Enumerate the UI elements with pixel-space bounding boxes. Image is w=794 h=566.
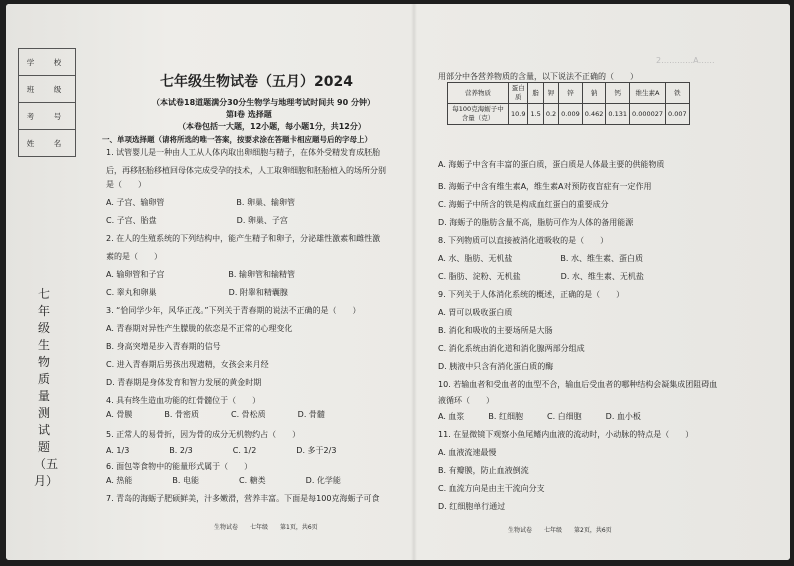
nutrient-value: 0.000027	[630, 104, 666, 125]
question-line: 1. 试管婴儿是一种由人工从人体内取出卵细胞与精子，在体外受精发育成胚胎	[106, 148, 381, 157]
name-label: 姓 名	[19, 130, 76, 157]
question-line: A. 输卵管和子宫 B. 输卵管和输精管	[106, 270, 295, 279]
question-line: C. 消化系统由消化道和消化腺两部分组成	[438, 344, 585, 353]
question-line: D. 海蛎子的脂肪含量不高，脂肪可作为人体的备用能源	[438, 218, 634, 227]
exam-title: 七年级生物试卷（五月）2024	[160, 74, 353, 90]
nutrient-header: 锌	[559, 83, 583, 104]
question-line: 5. 正常人的易骨折，因为骨的成分无机物约占（ ）	[106, 430, 301, 439]
nutrient-header: 营养物质	[448, 83, 509, 104]
nutrient-header: 钠	[582, 83, 606, 104]
question-line: D. 红细胞单行通过	[438, 502, 506, 511]
question-line: C. 子宫、胎盘 D. 卵巢、子宫	[106, 216, 288, 225]
student-info-table	[18, 48, 76, 157]
nutrient-header: 钙	[606, 83, 630, 104]
bleed-through-text: 2…………A……	[656, 56, 715, 65]
question-line: 9. 下列关于人体消化系统的概述，正确的是（ ）	[438, 290, 625, 299]
question-line: B. 海蛎子中含有维生素A，维生素A对预防夜盲症有一定作用	[438, 182, 652, 191]
class-label: 班 级	[19, 76, 76, 103]
question-line: A. 骨膜 B. 骨密质 C. 骨松质 D. 骨髓	[106, 410, 325, 419]
question-line: C. 进入青春期后男孩出现遗精，女孩会来月经	[106, 360, 269, 369]
question-line: 3. “恰同学少年，风华正茂。”下列关于青春期的说法不正确的是（ ）	[106, 306, 361, 315]
question-line: A. 胃可以吸收蛋白质	[438, 308, 513, 317]
question-line: 10. 若输血者和受血者的血型不合，输血后受血者的哪种结构会凝集成团阻碍血	[438, 380, 718, 389]
question-line: B. 有瓣膜，防止血液倒流	[438, 466, 529, 475]
nutrient-value: 0.2	[543, 104, 558, 125]
question-line: C. 海蛎子中所含的铁是构成血红蛋白的重要成分	[438, 200, 609, 209]
volume-note: （本卷包括一大题，12小题，每小题1分，共12分）	[178, 122, 366, 131]
nutrient-header: 脂	[528, 83, 543, 104]
question-line: A. 热能 B. 电能 C. 糖类 D. 化学能	[106, 476, 341, 485]
question-line: 6. 面包等食物中的能量形式属于（ ）	[106, 462, 253, 471]
nutrient-value: 0.007	[666, 104, 690, 125]
right-footer: 生物试卷 七年级 第2页，共6页	[508, 527, 612, 534]
side-title: 七年级生物质量测试题（五月）	[34, 287, 59, 488]
row-label: 每100克海蛎子中含量（克）	[448, 104, 509, 125]
page-fold	[411, 4, 417, 560]
nutrient-value: 10.9	[509, 104, 528, 125]
question-line: 液循环（ ）	[438, 396, 494, 405]
question-line: A. 子宫、输卵管 B. 卵巢、输卵管	[106, 198, 295, 207]
nutrient-header: 铁	[666, 83, 690, 104]
exam-number-label: 考 号	[19, 103, 76, 130]
nutrient-header: 蛋白质	[509, 83, 528, 104]
question-line: 素的是（ ）	[106, 252, 162, 261]
exam-sheet	[6, 4, 790, 560]
question-line: C. 脂肪、淀粉、无机盐 D. 水、维生素、无机盐	[438, 272, 644, 281]
volume-title: 第Ⅰ卷 选择题	[226, 110, 272, 119]
question-line: 是（ ）	[106, 180, 146, 189]
question-line: 11. 在显微镜下观察小鱼尾鳍内血液的流动时，小动脉的特点是（ ）	[438, 430, 694, 439]
question-line: C. 睾丸和卵巢 D. 附睾和精囊腺	[106, 288, 288, 297]
question-line: 4. 具有终生造血功能的红骨髓位于（ ）	[106, 396, 261, 405]
nutrient-value: 0.009	[559, 104, 583, 125]
question-line: D. 胰液中只含有消化蛋白质的酶	[438, 362, 554, 371]
nutrition-table	[447, 82, 690, 125]
school-label: 学 校	[19, 49, 76, 76]
question-line: A. 水、脂肪、无机盐 B. 水、维生素、蛋白质	[438, 254, 643, 263]
question-line: A. 青春期对异性产生朦胧的依恋是不正常的心理变化	[106, 324, 293, 333]
question-line: B. 消化和吸收的主要场所是大肠	[438, 326, 553, 335]
question-line: D. 青春期是身体发育和智力发展的黄金时期	[106, 378, 262, 387]
question-line: A. 1/3 B. 2/3 C. 1/2 D. 多于2/3	[106, 446, 337, 455]
question-line: A. 血浆 B. 红细胞 C. 白细胞 D. 血小板	[438, 412, 641, 421]
question-line: A. 海蛎子中含有丰富的蛋白质，蛋白质是人体最主要的供能物质	[438, 160, 665, 169]
section-instruction: 一、单项选择题（请将所选的唯一答案，按要求涂在答题卡相应题号后的字母上）	[102, 135, 372, 144]
exam-note: （本试卷18道题满分30分生物学与地理考试时间共 90 分钟）	[152, 98, 375, 107]
nutrient-header: 钾	[543, 83, 558, 104]
left-footer: 生物试卷 七年级 第1页，共6页	[214, 524, 318, 531]
question-line: 后，再移胚胎移植回母体完成受孕的技术，人工取卵细胞和胚胎植入的场所分别	[106, 166, 386, 175]
nutrient-header: 维生素A	[630, 83, 666, 104]
question-line: B. 身高突增是步入青春期的信号	[106, 342, 221, 351]
question-line: 8. 下列物质可以直接被消化道吸收的是（ ）	[438, 236, 609, 245]
question-line: 2. 在人的生殖系统的下列结构中，能产生精子和卵子，分泌雄性激素和雌性激	[106, 234, 381, 243]
question-7-continued: 用部分中各营养物质的含量，以下说法不正确的（ ）	[438, 72, 638, 81]
question-line: C. 血流方向是由主干流向分支	[438, 484, 545, 493]
nutrient-value: 0.131	[606, 104, 630, 125]
question-line: A. 血液流速最慢	[438, 448, 497, 457]
nutrient-value: 0.462	[582, 104, 606, 125]
nutrient-value: 1.5	[528, 104, 543, 125]
question-line: 7. 青岛的海蛎子肥硕鲜美，汁多嫩滑，营养丰富。下面是每100克海蛎子可食	[106, 494, 380, 503]
